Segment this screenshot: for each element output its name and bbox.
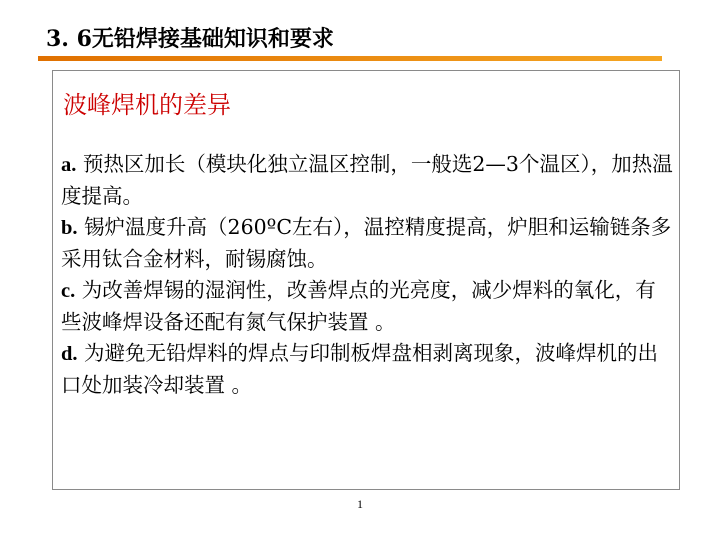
paragraph-text: 锡炉温度升高（260ºC左右），温控精度提高，炉胆和运输链条多采用钛合金材料，耐锡腐蚀。 (61, 215, 672, 271)
paragraph-a (61, 149, 673, 212)
title-underline (38, 56, 662, 61)
page-number: 1 (357, 497, 363, 511)
paragraph-text: 预热区加长（模块化独立温区控制，一般选2—3个温区），加热温度提高。 (61, 152, 673, 208)
slide-title: 3. 6无铅焊接基础知识和要求 (46, 26, 334, 52)
paragraph-marker: c. (61, 280, 76, 302)
paragraph-text: 为避免无铅焊料的焊点与印制板焊盘相剥离现象，波峰焊机的出口处加装冷却装置 。 (61, 341, 659, 397)
paragraph-d (61, 338, 673, 401)
paragraph-marker: d. (61, 343, 78, 365)
section-heading: 波峰焊机的差异 (63, 91, 231, 119)
paragraph-marker: a. (61, 154, 77, 176)
paragraph-text: 为改善焊锡的湿润性，改善焊点的光亮度，减少焊料的氧化，有些波峰焊设备还配有氮气保护装置 。 (61, 278, 656, 334)
body-text (61, 149, 673, 401)
paragraph-b (61, 212, 673, 275)
paragraph-marker: b. (61, 217, 78, 239)
content-box (52, 70, 680, 490)
paragraph-c (61, 275, 673, 338)
